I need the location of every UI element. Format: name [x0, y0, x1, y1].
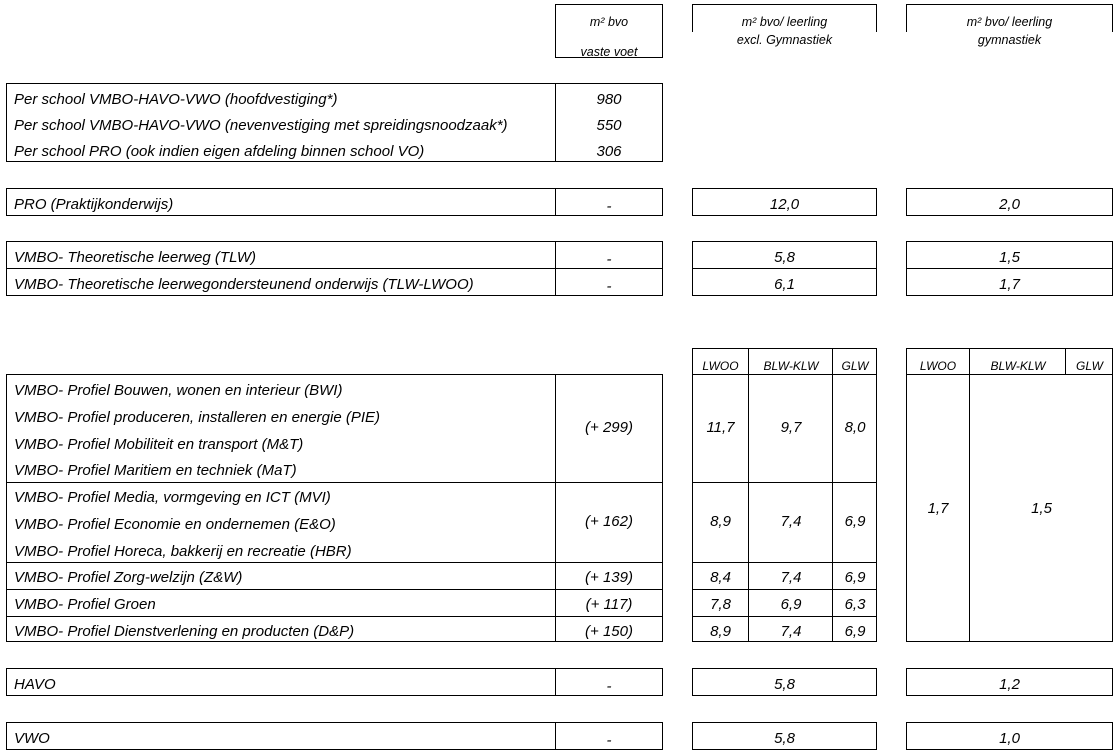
subheader-gym-lwoo: LWOO [919, 359, 957, 373]
profile-label: VMBO- Profiel Economie en ondernemen (E&O) [14, 516, 336, 533]
tlw-lwoo-label: VMBO- Theoretische leerwegondersteunend onderwijs (TLW-LWOO) [14, 276, 474, 293]
profile-lwoo: 8,9 [710, 513, 731, 530]
tlw-lwoo-gym: 1,7 [999, 276, 1020, 293]
tlw-label: VMBO- Theoretische leerweg (TLW) [14, 249, 257, 266]
profile-blw: 7,4 [780, 623, 802, 640]
havo-label-box [6, 668, 556, 696]
vwo-label: VWO [14, 730, 50, 747]
header-excl-gym-line1: m² bvo/ leerling [741, 15, 828, 29]
havo-vaste: - [606, 678, 612, 695]
pro-excl: 12,0 [769, 196, 800, 213]
profile-glw: 6,9 [844, 513, 866, 530]
header-gym-line2: gymnastiek [977, 33, 1042, 47]
profile-label: VMBO- Profiel Bouwen, wonen en interieur (BWI) [14, 382, 343, 399]
subheader-excl-blw: BLW-KLW [763, 359, 819, 373]
header-vaste-voet-line1: m² bvo [589, 15, 629, 29]
profile-label: VMBO- Profiel Groen [14, 596, 156, 613]
profile-lwoo: 8,4 [710, 569, 731, 586]
header-gym [906, 4, 1113, 47]
subheader-excl-lwoo: LWOO [702, 359, 739, 373]
header-excl-gym [692, 4, 877, 47]
profile-label: VMBO- Profiel Mobiliteit en transport (M&T) [14, 436, 304, 453]
havo-gym: 1,2 [999, 676, 1020, 693]
profile-label: VMBO- Profiel Maritiem en techniek (MaT) [14, 462, 297, 479]
school-row-value: 550 [596, 117, 622, 134]
profile-blw: 6,9 [780, 596, 802, 613]
havo-label: HAVO [14, 676, 56, 693]
profile-lwoo: 8,9 [710, 623, 731, 640]
profile-blw: 7,4 [780, 513, 802, 530]
profile-label: VMBO- Profiel Horeca, bakkerij en recreatie (HBR) [14, 543, 352, 560]
subheader-gym-blw: BLW-KLW [990, 359, 1046, 373]
profile-gym-blw-glw: 1,5 [1031, 500, 1052, 517]
vwo-vaste: - [606, 732, 612, 749]
vwo-gym: 1,0 [999, 730, 1020, 747]
profile-blw: 7,4 [780, 569, 802, 586]
pro-gym: 2,0 [999, 196, 1020, 213]
havo-excl: 5,8 [774, 676, 795, 693]
profile-lwoo: 11,7 [706, 419, 735, 436]
tlw-vaste: - [606, 251, 612, 268]
pro-vaste: - [606, 198, 612, 215]
tlw-lwoo-vaste: - [606, 278, 612, 295]
profile-vaste: (+ 139) [585, 569, 633, 586]
profile-blw: 9,7 [780, 419, 802, 436]
pro-label: PRO (Praktijkonderwijs) [14, 196, 174, 213]
profile-glw: 8,0 [844, 419, 866, 436]
profile-label: VMBO- Profiel Dienstverlening en producten (D&P) [14, 623, 355, 640]
profile-vaste: (+ 117) [585, 596, 633, 613]
header-excl-gym-line2: excl. Gymnastiek [736, 33, 833, 47]
profile-label: VMBO- Profiel Media, vormgeving en ICT (MVI) [14, 489, 331, 506]
subheader-gym-glw: GLW [1076, 359, 1103, 373]
subheader-excl-glw: GLW [841, 359, 869, 373]
tlw-gym: 1,5 [999, 249, 1020, 266]
tlw-lwoo-excl: 6,1 [774, 276, 795, 293]
profile-vaste: (+ 150) [585, 623, 633, 640]
profile-glw: 6,9 [844, 623, 866, 640]
school-row-label: Per school VMBO-HAVO-VWO (nevenvestiging met spreidingsnoodzaak*) [14, 117, 508, 134]
header-vaste-voet-line2: vaste voet [580, 45, 638, 59]
tlw-excl: 5,8 [774, 249, 795, 266]
header-vaste-voet [555, 4, 663, 58]
header-gym-line1: m² bvo/ leerling [966, 15, 1053, 29]
vwo-excl: 5,8 [774, 730, 795, 747]
profile-vaste: (+ 162) [585, 513, 633, 530]
profile-glw: 6,9 [844, 569, 866, 586]
school-row-label: Per school PRO (ook indien eigen afdeling binnen school VO) [14, 143, 425, 160]
school-row-value: 306 [596, 143, 622, 160]
profile-vaste: (+ 299) [585, 419, 633, 436]
profile-gym-lwoo: 1,7 [927, 500, 949, 517]
profile-label: VMBO- Profiel Zorg-welzijn (Z&W) [14, 569, 243, 586]
profile-glw: 6,3 [844, 596, 866, 613]
vwo-label-box [6, 722, 556, 750]
school-row-value: 980 [596, 91, 622, 108]
school-row-label: Per school VMBO-HAVO-VWO (hoofdvestiging*) [14, 91, 338, 108]
profile-label: VMBO- Profiel produceren, installeren en energie (PIE) [14, 409, 381, 426]
profile-lwoo: 7,8 [710, 596, 731, 613]
